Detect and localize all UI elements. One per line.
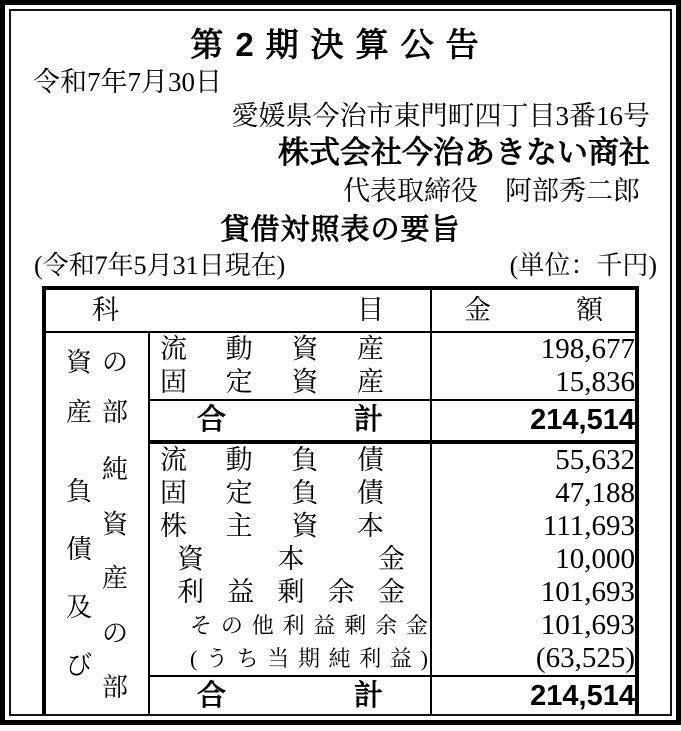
balance-sheet-table (42, 286, 639, 716)
row-label: 合 計 (149, 400, 431, 442)
row-amount: 47,188 (555, 477, 635, 509)
row-label: そ の 他 利 益 剰 余 金 (149, 609, 431, 642)
row-amount: 55,632 (555, 444, 635, 476)
row-label: 合 計 (149, 676, 431, 716)
as-of-date: (令和7年5月31日現在) (34, 251, 286, 280)
inner-border-frame (9, 9, 672, 716)
company-address: 愛媛県今治市東門町四丁目3番16号 (231, 101, 650, 131)
row-label: 株 主 資 本 (149, 510, 431, 543)
row-amount: 101,693 (540, 609, 635, 641)
announcement-date: 令和7年7月30日 (33, 67, 222, 97)
section-label-liabilities-and-net-assets (44, 442, 149, 716)
row-amount: 10,000 (555, 543, 635, 575)
row-amount: 111,693 (542, 510, 635, 542)
row-label: 固 定 資 産 (149, 366, 431, 400)
section-label-assets (44, 332, 149, 442)
section-label-column: 負 債 及 び (65, 477, 92, 680)
row-label: 固 定 負 債 (149, 477, 431, 510)
row-label: ( う ち 当 期 純 利 益 ) (149, 642, 431, 676)
row-label: 流 動 資 産 (149, 332, 431, 366)
representative-name: 代表取締役 阿部秀二郎 (343, 176, 640, 206)
column-header-item: 科 目 (44, 288, 431, 332)
section-label-column: 資 産 (65, 347, 92, 427)
row-label: 資 本 金 (149, 543, 431, 576)
table-row (44, 442, 637, 477)
row-label: 利 益 剰 余 金 (149, 576, 431, 609)
row-amount: 15,836 (555, 366, 635, 398)
section-label-column: の 部 (102, 347, 129, 427)
row-amount: (63,525) (535, 642, 635, 674)
unit-note: (単位：千円) (509, 251, 657, 280)
section-label-column: 純 資 産 の 部 (102, 455, 129, 702)
table-row (44, 332, 637, 366)
company-name: 株式会社今治あきない商社 (278, 135, 650, 170)
row-amount: 101,693 (540, 576, 635, 608)
statement-title: 貸借対照表の要旨 (220, 214, 461, 246)
page-title: 第2期決算公告 (190, 26, 491, 63)
row-amount: 214,514 (431, 400, 637, 442)
row-label: 流 動 負 債 (149, 442, 431, 477)
table-header-row (44, 288, 637, 332)
column-header-amount: 金 額 (431, 288, 637, 332)
row-amount: 198,677 (540, 333, 635, 365)
asof-unit-row (11, 249, 670, 282)
row-amount: 214,514 (431, 676, 637, 716)
